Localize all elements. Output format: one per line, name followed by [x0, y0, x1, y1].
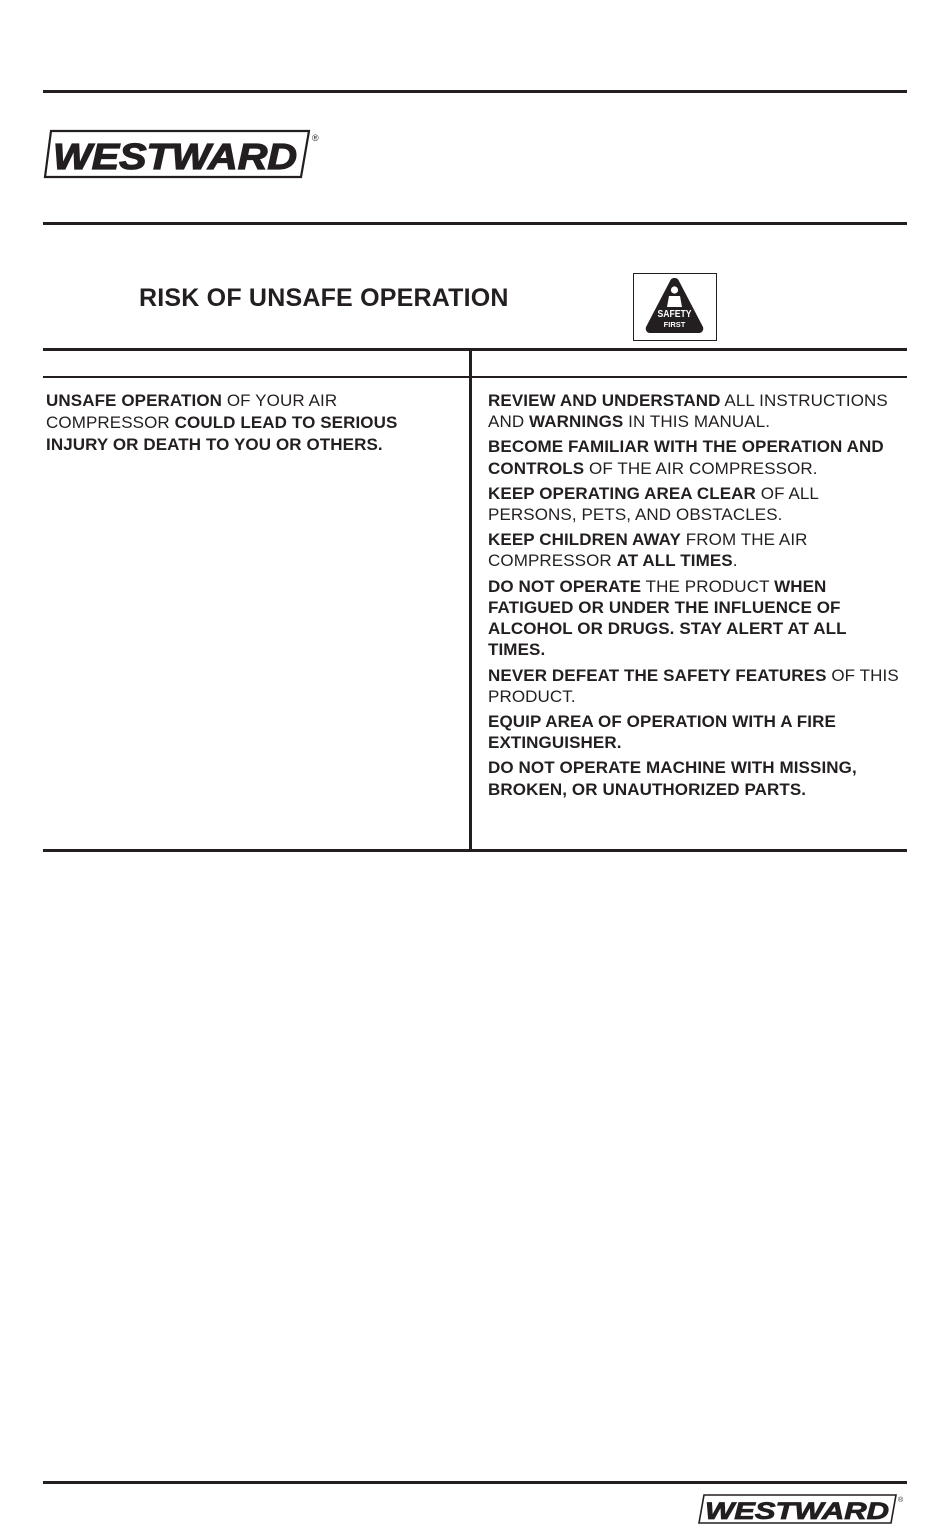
prevention-item [488, 390, 900, 433]
body-text: OF THIS PRODUCT. [488, 665, 899, 706]
prevention-item [488, 576, 900, 661]
body-text: IN THIS MANUAL. [623, 412, 771, 432]
body-text: FROM THE AIR COMPRESSOR [488, 530, 808, 571]
emphasis-text: BECOME FAMILIAR WITH THE OPERATION AND CONTROLS [488, 437, 884, 478]
emphasis-text: KEEP CHILDREN AWAY [488, 530, 681, 550]
emphasis-text: REVIEW AND UNDERSTAND [488, 391, 721, 410]
body-text: ALL INSTRUCTIONS AND [488, 391, 888, 432]
prevention-item [488, 665, 900, 708]
emphasis-text: COULD LEAD TO SERIOUS INJURY OR DEATH TO YOU OR OTHERS. [46, 413, 398, 454]
emphasis-text: DO NOT OPERATE [488, 576, 642, 596]
table-top-rule [43, 348, 907, 351]
body-text: . [732, 551, 738, 571]
table-header-rule [43, 376, 907, 378]
emphasis-text: DO NOT OPERATE MACHINE WITH MISSING, BROKEN, OR UNAUTHORIZED PARTS. [488, 758, 857, 799]
safety-first-icon-box [633, 273, 717, 341]
emphasis-text: NEVER DEFEAT THE SAFETY FEATURES [488, 665, 827, 685]
footer-westward-logo [698, 1493, 906, 1525]
westward-logo [43, 128, 319, 180]
emphasis-text: WHEN FATIGUED OR UNDER THE INFLUENCE OF ALCOHOL OR DRUGS. STAY ALERT AT ALL TIMES. [488, 576, 847, 660]
body-text: OF YOUR AIR COMPRESSOR [46, 391, 338, 432]
header-rule [43, 222, 907, 225]
emphasis-text: AT ALL TIMES [616, 551, 733, 571]
top-rule [43, 90, 907, 93]
footer-logo-wordmark: WESTWARD [705, 1498, 889, 1525]
prevention-item [488, 711, 900, 754]
safety-first-icon [634, 274, 715, 339]
table-bottom-rule [43, 849, 907, 852]
footer-logo-registered-mark: ® [898, 1497, 904, 1504]
prevention-item [488, 757, 900, 800]
body-text: THE PRODUCT [641, 576, 775, 596]
prevention-item [488, 483, 900, 526]
footer-rule [43, 1481, 907, 1484]
prevention-item [488, 436, 900, 479]
prevention-item [488, 529, 900, 572]
body-text: OF THE AIR COMPRESSOR. [584, 458, 818, 478]
emphasis-text: UNSAFE OPERATION [46, 391, 223, 410]
logo-registered-mark: ® [312, 133, 319, 143]
logo-wordmark: WESTWARD [53, 136, 297, 177]
safety-icon-text-top: SAFETY [657, 309, 692, 320]
safety-icon-text-bottom: FIRST [663, 320, 686, 329]
table-column-divider [469, 349, 472, 852]
prevention-list [488, 390, 900, 804]
warning-title: RISK OF UNSAFE OPERATION [139, 284, 509, 312]
body-text: OF ALL PERSONS, PETS, AND OBSTACLES. [488, 483, 819, 525]
emphasis-text: WARNINGS [529, 412, 624, 432]
hazard-description [46, 390, 451, 456]
emphasis-text: EQUIP AREA OF OPERATION WITH A FIRE EXTINGUISHER. [488, 711, 836, 753]
emphasis-text: KEEP OPERATING AREA CLEAR [488, 483, 756, 503]
